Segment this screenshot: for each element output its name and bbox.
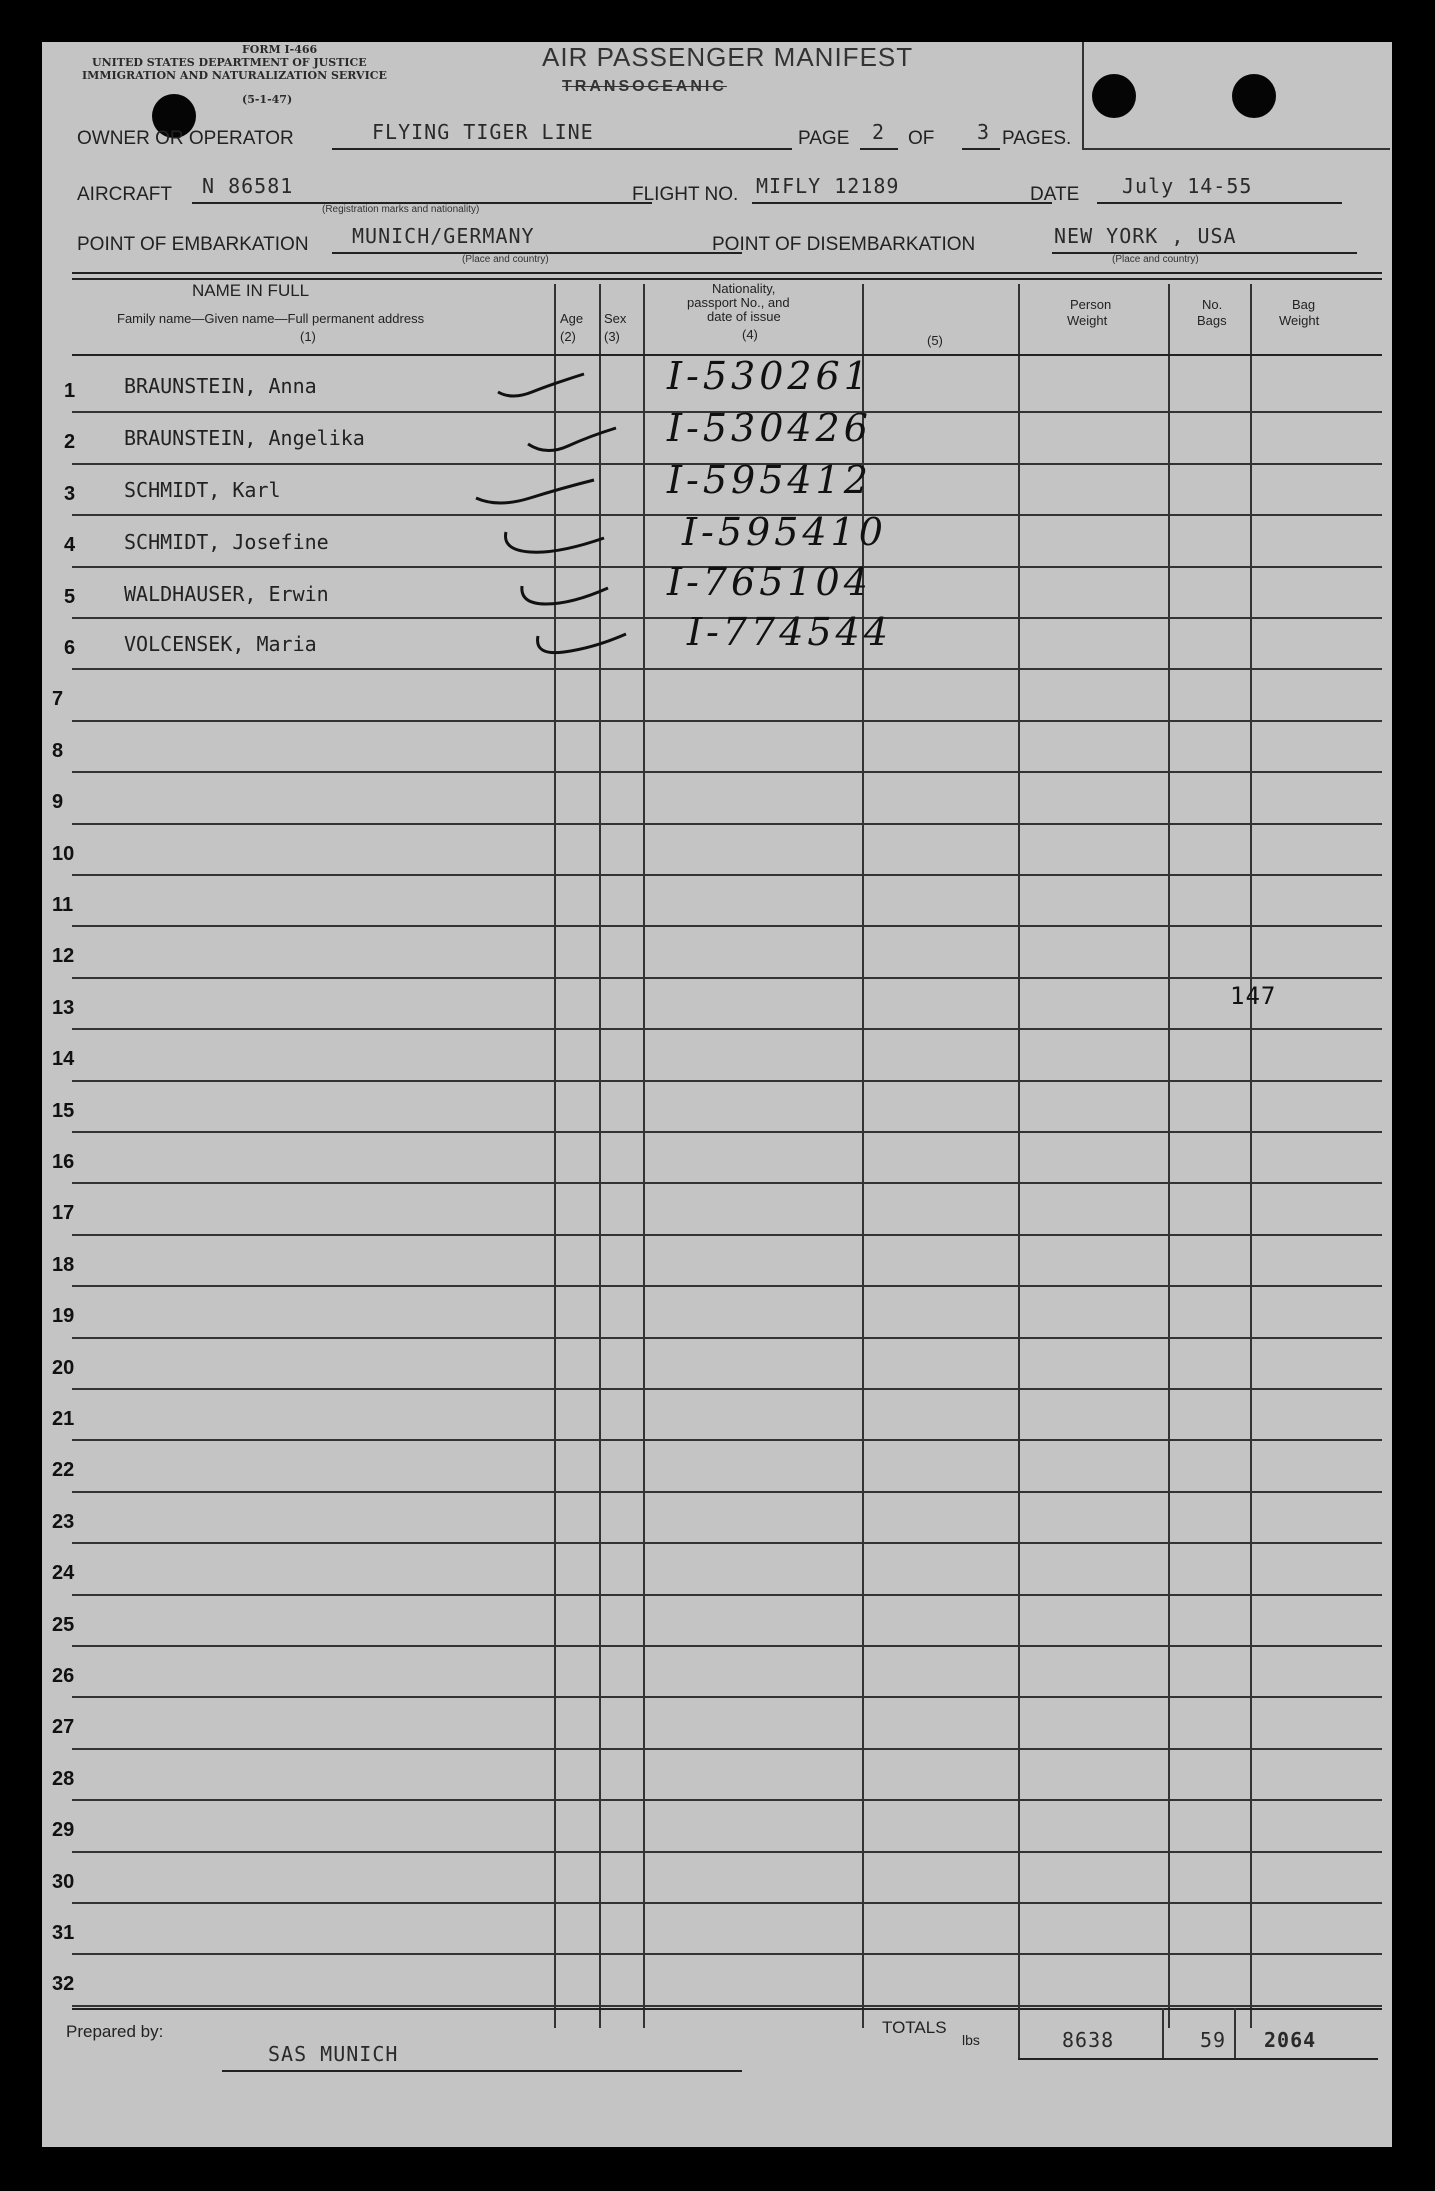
checkmark-icon	[522, 420, 622, 460]
row-number: 7	[52, 688, 64, 711]
col-name-sub: Family name—Given name—Full permanent address	[117, 311, 425, 326]
row13-bag-weight: 147	[1230, 982, 1277, 1010]
agency-line-2: IMMIGRATION AND NATURALIZATION SERVICE	[82, 69, 387, 82]
owner-label: OWNER OR OPERATOR	[77, 128, 294, 149]
col-sex-num: (3)	[604, 329, 620, 344]
row-line	[72, 1748, 1382, 1750]
row-number: 1	[64, 380, 76, 402]
row-line	[72, 1388, 1382, 1390]
row-number: 9	[52, 791, 64, 814]
total-bag-weight: 2064	[1264, 2028, 1317, 2052]
row-number: 18	[52, 1253, 75, 1276]
totals-divider-2	[1162, 2008, 1164, 2058]
col-name-title: NAME IN FULL	[192, 281, 310, 300]
row-number: 22	[52, 1459, 75, 1482]
table-top-rule-2	[72, 278, 1382, 280]
disembark-underline	[1052, 252, 1357, 254]
row-number: 27	[52, 1716, 75, 1739]
row-line	[72, 1645, 1382, 1647]
col-bags-2: Bags	[1197, 313, 1227, 328]
col-divider-person-weight	[1018, 284, 1020, 2028]
date-underline	[1097, 202, 1342, 204]
col-bag-weight-1: Bag	[1292, 297, 1316, 312]
totals-divider-3	[1234, 2008, 1236, 2058]
passenger-name: SCHMIDT, Karl	[124, 478, 281, 502]
totals-underline	[1018, 2058, 1378, 2060]
row-line	[72, 1851, 1382, 1853]
row-line	[72, 1902, 1382, 1904]
table-top-rule-1	[72, 272, 1382, 274]
stamp-box	[1082, 42, 1390, 150]
date-value: July 14-55	[1122, 174, 1253, 198]
row-line	[72, 1234, 1382, 1236]
row-line	[72, 1131, 1382, 1133]
row-line	[72, 1285, 1382, 1287]
row-number: 24	[52, 1562, 75, 1585]
row-number: 19	[52, 1305, 75, 1328]
row-line	[72, 925, 1382, 927]
row-number: 16	[52, 1151, 75, 1173]
row-line	[72, 1594, 1382, 1596]
row-number: 13	[52, 996, 75, 1019]
passenger-name: BRAUNSTEIN, Anna	[124, 374, 317, 398]
col-divider-bags	[1168, 284, 1170, 2028]
passport-number: I-765104	[667, 560, 872, 604]
row-number: 21	[52, 1408, 75, 1430]
row-number: 32	[52, 1973, 75, 1996]
row-line	[72, 977, 1382, 979]
total-person-weight: 8638	[1062, 2028, 1115, 2052]
checkmark-icon	[532, 626, 632, 666]
row-line	[72, 1953, 1382, 1955]
col-age: Age	[560, 311, 584, 326]
flight-value: MIFLY 12189	[756, 174, 900, 198]
embark-label: POINT OF EMBARKATION	[77, 234, 309, 255]
of-underline	[962, 148, 1000, 150]
row-number: 17	[52, 1202, 75, 1225]
embark-note: (Place and country)	[462, 254, 549, 265]
passport-number: I-595412	[667, 458, 872, 502]
col-sex: Sex	[604, 311, 627, 326]
form-revision: (5-1-47)	[242, 93, 293, 106]
prepared-value: SAS MUNICH	[268, 2042, 399, 2066]
passport-number: I-530426	[667, 406, 872, 450]
row-number: 5	[64, 585, 76, 608]
col-nat-1: Nationality,	[712, 281, 776, 296]
row-number: 6	[64, 637, 76, 659]
col-nat-3: date of issue	[707, 309, 781, 324]
row-number: 25	[52, 1613, 75, 1636]
pages-label: PAGES.	[1002, 128, 1072, 149]
page-label: PAGE	[798, 128, 850, 149]
passport-number: I-595410	[682, 510, 887, 554]
row-number: 11	[52, 894, 74, 916]
row-line	[72, 1439, 1382, 1441]
row-number: 14	[52, 1048, 75, 1071]
row-number: 4	[64, 534, 76, 557]
row-line	[72, 668, 1382, 670]
row-line	[72, 1337, 1382, 1339]
row-line	[72, 2005, 1382, 2007]
row-line	[72, 1028, 1382, 1030]
col-person-weight-2: Weight	[1067, 313, 1108, 328]
form-subtitle-struck: TRANSOCEANIC	[562, 78, 727, 95]
col-nat-num: (4)	[742, 327, 758, 342]
date-label: DATE	[1030, 184, 1080, 205]
row-number: 8	[52, 739, 64, 762]
totals-unit: lbs	[962, 2032, 980, 2048]
passenger-name: BRAUNSTEIN, Angelika	[124, 426, 365, 450]
flight-underline	[752, 202, 1052, 204]
row-line	[72, 823, 1382, 825]
aircraft-value: N 86581	[202, 174, 294, 198]
row-line	[72, 1696, 1382, 1698]
owner-value: FLYING TIGER LINE	[372, 120, 594, 144]
page-value: 2	[872, 120, 886, 144]
embark-value: MUNICH/GERMANY	[352, 224, 535, 248]
row-number: 10	[52, 842, 75, 865]
page-underline	[860, 148, 898, 150]
col-nat-2: passport No., and	[687, 295, 790, 310]
form-title: AIR PASSENGER MANIFEST	[542, 42, 914, 72]
total-bags: 59	[1200, 2028, 1227, 2052]
col-divider-nat	[643, 284, 645, 2028]
row-number: 26	[52, 1665, 75, 1687]
passenger-name: WALDHAUSER, Erwin	[124, 582, 329, 606]
passport-number: I-530261	[667, 354, 872, 398]
row-line	[72, 720, 1382, 722]
totals-divider-1	[1018, 2008, 1020, 2058]
row-number: 3	[64, 482, 76, 505]
of-value: 3	[977, 120, 991, 144]
col-age-num: (2)	[560, 329, 576, 344]
row-line	[72, 874, 1382, 876]
row-number: 23	[52, 1510, 75, 1533]
disembark-note: (Place and country)	[1112, 254, 1199, 265]
agency-line-1: UNITED STATES DEPARTMENT OF JUSTICE	[92, 56, 367, 69]
checkmark-icon	[516, 578, 616, 618]
checkmark-icon	[492, 364, 592, 404]
row-number: 15	[52, 1099, 75, 1122]
aircraft-note: (Registration marks and nationality)	[322, 204, 480, 215]
row-number: 29	[52, 1819, 75, 1842]
form-number: FORM I-466	[242, 43, 318, 56]
passport-number: I-774544	[687, 610, 892, 654]
aircraft-label: AIRCRAFT	[77, 184, 172, 205]
prepared-underline	[222, 2070, 742, 2072]
row-number: 31	[52, 1922, 75, 1944]
row-number: 20	[52, 1356, 75, 1379]
of-label: OF	[908, 128, 935, 149]
footer-rule	[72, 2008, 1382, 2010]
disembark-label: POINT OF DISEMBARKATION	[712, 234, 976, 255]
row-line	[72, 1080, 1382, 1082]
row-line	[72, 1491, 1382, 1493]
row-line	[72, 771, 1382, 773]
passenger-name: VOLCENSEK, Maria	[124, 632, 317, 656]
manifest-sheet	[42, 42, 1392, 2147]
row-line	[72, 1542, 1382, 1544]
row-line	[72, 1799, 1382, 1801]
row-line	[72, 1182, 1382, 1184]
col-bag-weight-2: Weight	[1279, 313, 1320, 328]
checkmark-icon	[500, 524, 610, 564]
prepared-label: Prepared by:	[66, 2022, 164, 2041]
col-5-num: (5)	[927, 333, 943, 348]
row-number: 30	[52, 1870, 75, 1893]
checkmark-icon	[470, 472, 600, 512]
passenger-name: SCHMIDT, Josefine	[124, 530, 329, 554]
disembark-value: NEW YORK , USA	[1054, 224, 1237, 248]
owner-underline	[332, 148, 792, 150]
col-bags-1: No.	[1202, 297, 1223, 312]
row-number: 12	[52, 945, 75, 968]
col-person-weight-1: Person	[1070, 297, 1112, 312]
col-name-num: (1)	[300, 329, 316, 344]
totals-label: TOTALS	[882, 2018, 947, 2037]
row-number: 28	[52, 1767, 75, 1790]
flight-label: FLIGHT NO.	[632, 184, 739, 205]
row-number: 2	[64, 431, 76, 454]
col-divider-bag-weight	[1250, 284, 1252, 2028]
